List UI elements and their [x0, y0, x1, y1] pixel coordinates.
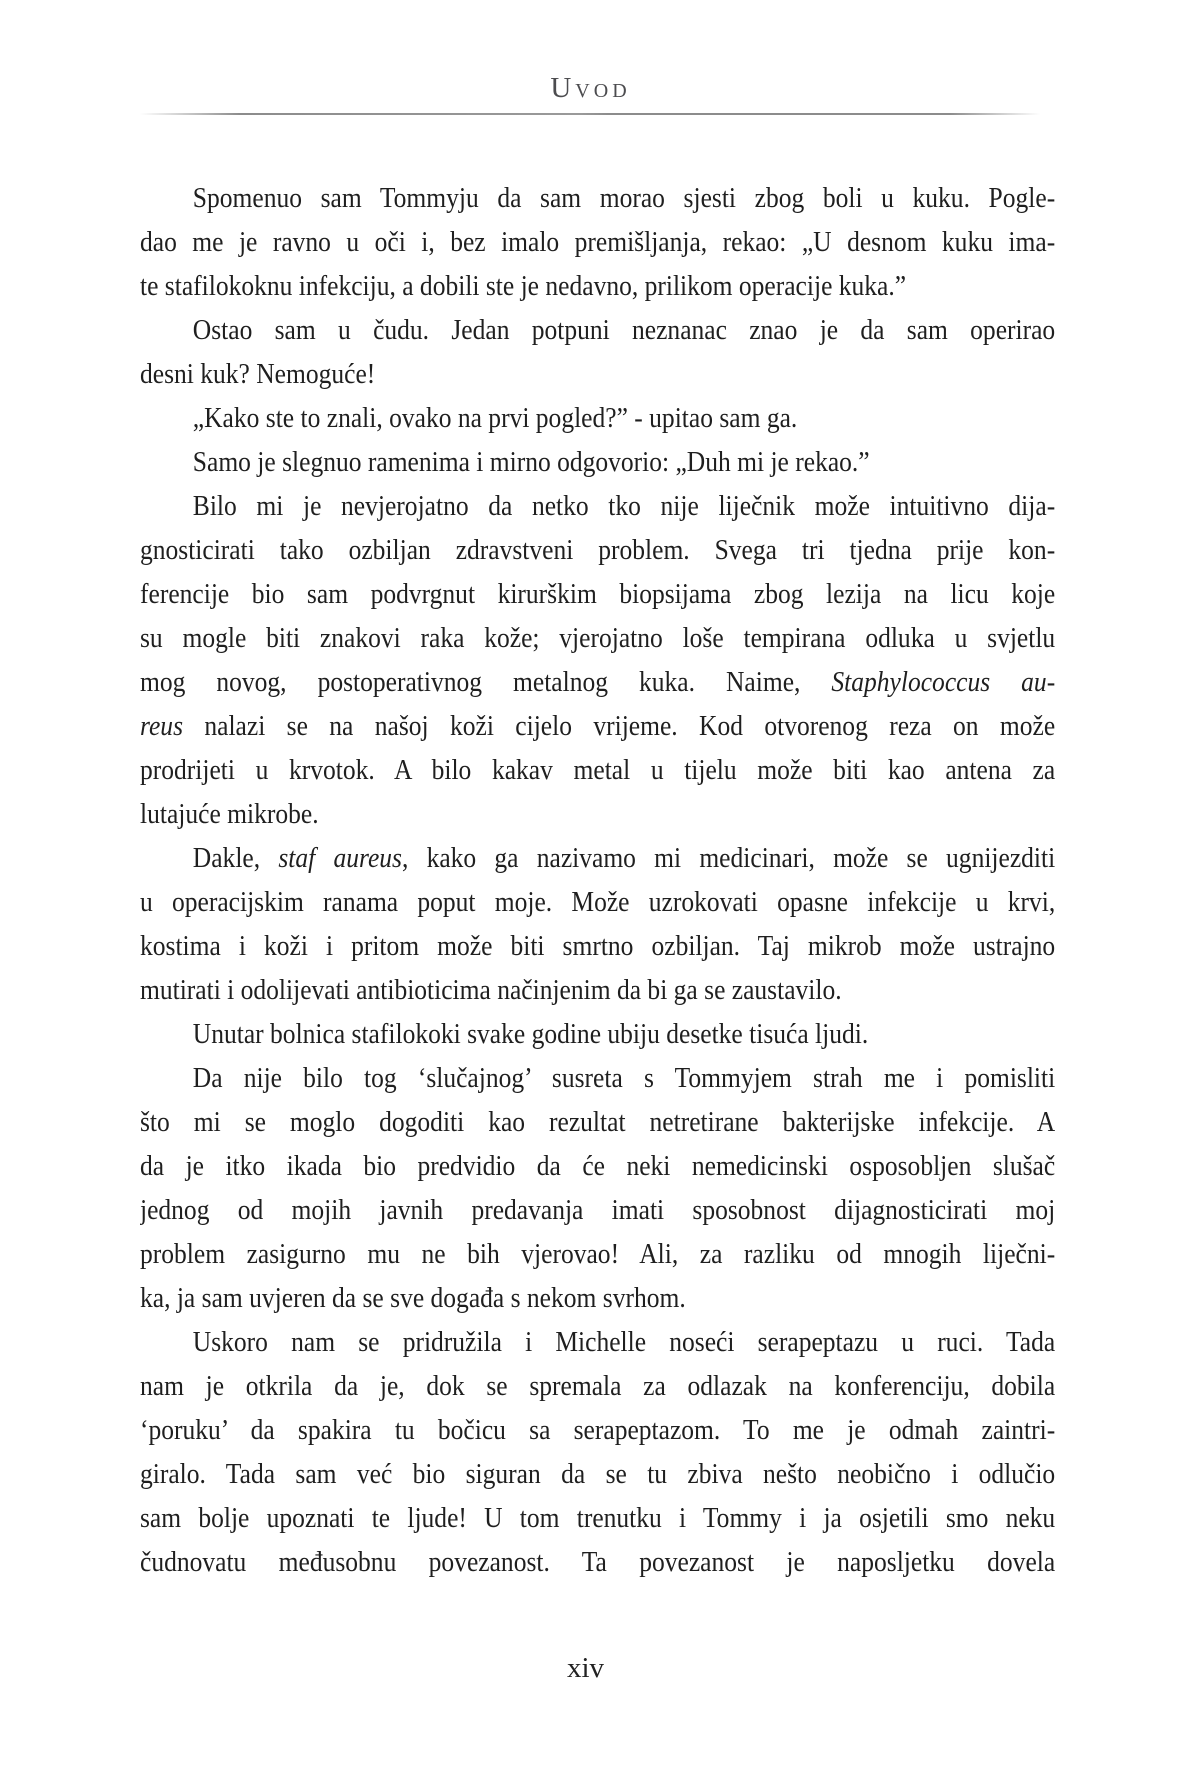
text-segment: Samo je slegnuo ramenima i mirno odgovorio: „Duh mi je rekao.”	[192, 446, 870, 478]
text-segment: Bilo mi je nevjerojatno da netko tko nije liječnik može intuitivno dija-	[192, 490, 1056, 522]
text-line	[140, 616, 1055, 660]
text-segment: jednog od mojih javnih predavanja imati sposobnost dijagnosticirati moj	[140, 1194, 1056, 1226]
text-segment: dao me je ravno u oči i, bez imalo premišljanja, rekao: „U desnom kuku ima-	[140, 226, 1056, 258]
text-line	[140, 1100, 1055, 1144]
text-line	[140, 1056, 1055, 1100]
text-segment: giralo. Tada sam već bio siguran da se tu zbiva nešto neobično i odlučio	[140, 1458, 1056, 1490]
text-segment: te stafilokoknu infekciju, a dobili ste je nedavno, prilikom operacije kuka.”	[140, 270, 907, 302]
text-segment: Ostao sam u čudu. Jedan potpuni neznanac znao je da sam operirao	[192, 314, 1056, 346]
text-line	[140, 396, 1055, 440]
paragraph	[140, 1012, 1055, 1056]
text-line	[140, 176, 1055, 220]
text-line	[140, 352, 1055, 396]
paragraph	[140, 396, 1055, 440]
page-title: Uvod	[550, 72, 631, 104]
text-segment: sam bolje upoznati te ljude! U tom trenutku i Tommy i ja osjetili smo neku	[140, 1502, 1056, 1534]
text-segment: su mogle biti znakovi raka kože; vjerojatno loše tempirana odluka u svjetlu	[140, 622, 1056, 654]
text-segment: gnosticirati tako ozbiljan zdravstveni problem. Svega tri tjedna prije kon-	[140, 534, 1056, 566]
text-segment: kostima i koži i pritom može biti smrtno ozbiljan. Taj mikrob može ustrajno	[140, 930, 1056, 962]
text-segment: Dakle,	[192, 842, 279, 874]
paragraph	[140, 836, 1055, 1012]
text-line	[140, 1320, 1055, 1364]
text-segment: što mi se moglo dogoditi kao rezultat netretirane bakterijske infekcije. A	[140, 1106, 1056, 1138]
text-line	[140, 1188, 1055, 1232]
paragraph	[140, 176, 1055, 308]
text-line	[140, 1144, 1055, 1188]
text-segment: nalazi se na našoj koži cijelo vrijeme. Kod otvorenog reza on može	[183, 710, 1056, 742]
paragraph	[140, 484, 1055, 836]
text-segment: čudnovatu međusobnu povezanost. Ta povezanost je naposljetku dovela	[140, 1546, 1056, 1578]
text-line	[140, 1496, 1055, 1540]
text-line	[140, 704, 1055, 748]
text-line	[140, 572, 1055, 616]
paragraph	[140, 1056, 1055, 1320]
text-line	[140, 440, 1055, 484]
text-line	[140, 1540, 1055, 1584]
text-segment: u operacijskim ranama poput moje. Može uzrokovati opasne infekcije u krvi,	[140, 886, 1056, 918]
text-line	[140, 1276, 1055, 1320]
italic-text-segment: Staphylococcus au-	[831, 666, 1056, 698]
italic-text-segment: staf aureus	[278, 842, 402, 874]
text-segment: da je itko ikada bio predvidio da će neki nemedicinski osposobljen slušač	[140, 1150, 1056, 1182]
paragraph	[140, 1320, 1055, 1584]
text-line	[140, 836, 1055, 880]
header-divider	[140, 113, 1040, 115]
text-line	[140, 748, 1055, 792]
text-segment: ferencije bio sam podvrgnut kirurškim biopsijama zbog lezija na licu koje	[140, 578, 1056, 610]
text-line	[140, 308, 1055, 352]
text-segment: Unutar bolnica stafilokoki svake godine ubiju desetke tisuća ljudi.	[192, 1018, 869, 1050]
text-line	[140, 792, 1055, 836]
text-segment: problem zasigurno mu ne bih vjerovao! Ali, za razliku od mnogih liječni-	[140, 1238, 1056, 1270]
text-segment: „Kako ste to znali, ovako na prvi pogled?” - upitao sam ga.	[192, 402, 798, 434]
text-segment: mog novog, postoperativnog metalnog kuka. Naime,	[140, 666, 832, 698]
text-line	[140, 1408, 1055, 1452]
text-line	[140, 484, 1055, 528]
text-segment: ka, ja sam uvjeren da se sve događa s nekom svrhom.	[140, 1282, 686, 1314]
text-segment: mutirati i odolijevati antibioticima načinjenim da bi ga se zaustavilo.	[140, 974, 842, 1006]
text-line	[140, 220, 1055, 264]
text-line	[140, 528, 1055, 572]
text-segment: desni kuk? Nemoguće!	[140, 358, 376, 390]
text-line	[140, 968, 1055, 1012]
text-line	[140, 1232, 1055, 1276]
text-line	[140, 1452, 1055, 1496]
paragraph	[140, 440, 1055, 484]
text-segment: Uskoro nam se pridružila i Michelle noseći serapeptazu u ruci. Tada	[192, 1326, 1056, 1358]
text-line	[140, 1012, 1055, 1056]
body-text	[140, 176, 1055, 1584]
text-segment: , kako ga nazivamo mi medicinari, može se ugnijezditi	[401, 842, 1056, 874]
text-segment: nam je otkrila da je, dok se spremala za odlazak na konferenciju, dobila	[140, 1370, 1056, 1402]
text-segment: prodrijeti u krvotok. A bilo kakav metal u tijelu može biti kao antena za	[140, 754, 1056, 786]
text-line	[140, 264, 1055, 308]
text-line	[140, 880, 1055, 924]
text-segment: Spomenuo sam Tommyju da sam morao sjesti zbog boli u kuku. Pogle-	[192, 182, 1056, 214]
text-line	[140, 1364, 1055, 1408]
text-line	[140, 660, 1055, 704]
text-segment: ‘poruku’ da spakira tu bočicu sa serapeptazom. To me je odmah zaintri-	[140, 1414, 1056, 1446]
italic-text-segment: reus	[140, 710, 184, 742]
text-segment: lutajuće mikrobe.	[140, 798, 319, 830]
paragraph	[140, 308, 1055, 396]
page-number: xiv	[566, 1652, 605, 1684]
text-segment: Da nije bilo tog ‘slučajnog’ susreta s Tommyjem strah me i pomisliti	[192, 1062, 1056, 1094]
text-line	[140, 924, 1055, 968]
